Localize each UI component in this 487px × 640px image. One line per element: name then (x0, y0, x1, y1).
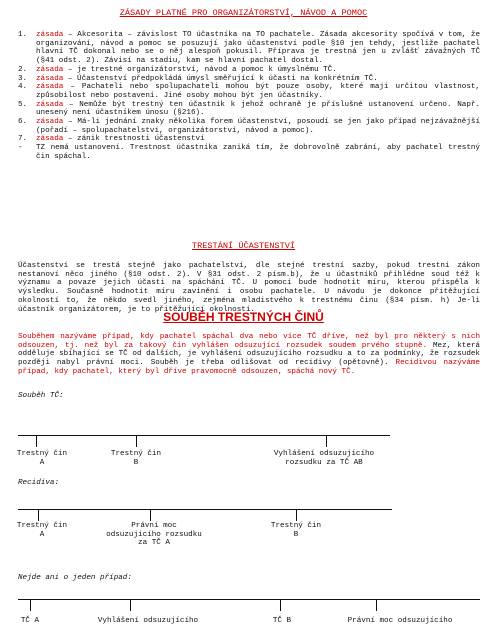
timeline-label: Právní moc odsuzujícího rozsudku za TČ A (106, 522, 202, 548)
list-item: 1. zásada – Akcesorita – závislost TO účastníka na TO pachatele. Zásada akcesority spočívá v tom, že organizování, návod a pomoc se posuzují jako účastenství podle §10 jen tehdy, jestliže pachatel hlavní TČ dokonal nebo se o něj alespoň pokusil. Příprava je trestná jen u zvlášť závažných TČ (§41 odst. 2). Závisí na stadiu, kam se hlavní pachatel dostal. (18, 31, 480, 66)
list-item: 3. zásada – Účastenství předpokládá úmysl směřující k účasti na konkrétním TČ. (18, 74, 378, 83)
timeline-tick (130, 599, 131, 611)
timeline-tick (376, 599, 377, 611)
timeline-tick (36, 435, 37, 447)
diagram-label-ani-jeden: Nejde ani o jeden případ: (18, 574, 132, 582)
diagram-label-recidiva: Recidiva: (18, 479, 60, 487)
timeline-label: Trestný čin A (16, 450, 68, 467)
timeline-tick (280, 599, 281, 611)
timeline-recidiva (18, 509, 392, 510)
timeline-label: Trestný čin A (16, 522, 68, 539)
section-heading-soubeh: SOUBĚH TRESTNÝCH ČINŮ (163, 310, 324, 324)
list-item: - TZ nemá ustanovení. Trestnost účastníka zaniká tím, že dobrovolně zabrání, aby pachatel trestný čin spáchal. (18, 144, 480, 161)
timeline-tick (296, 509, 297, 521)
timeline-label: Vyhlášení odsuzujícího rozsudku za TČ AB (273, 450, 375, 467)
timeline-tick (38, 509, 39, 521)
list-item: 5. zásada – Nemůže být trestný ten účastník k jehož ochraně je příslušné ustanovení určeno. Např. unesený není účastníkem únosu (§216). (18, 100, 480, 118)
list-item: 2. zásada – je trestné organizátorství, návod a pomoc k úmyslnému TČ. (18, 65, 337, 74)
timeline-tick (326, 435, 327, 447)
diagram-label-soubeh: Souběh TČ: (18, 392, 64, 400)
list-item: 7. zásada – zánik trestnosti účastenství (18, 135, 205, 144)
timeline-label: Právní moc odsuzujícího (347, 617, 453, 625)
timeline-label: TČ A (20, 617, 40, 625)
trestani-paragraph: Účastenství se trestá stejně jako pachatelství, dle stejné trestní sazby, pokud trestní zákon nestanoví něco jiného (§10 odst. 2). V §31 odst. 2 písm.b), že u účastníků přihlédne soud též k významu a povaze jejich účasti na spáchání TČ. U pomoci bude hodnotit míru, kterou přispěla k výsledku. Současně hodnotit míru zavinění i osobu pachatele. U návodu je dokonce přitěžující okolností to, že někdo svedl jiného, zejména mladistvého k trestnému činu (§34 písm. h) Je-li účastník organizátorem, je to přitěžující okolností. (18, 262, 480, 314)
page-title: ZÁSADY PLATNÉ PRO ORGANIZÁTORSTVÍ, NÁVOD A POMOC (119, 8, 368, 18)
section-heading-trestani: TRESTÁNÍ ÚČASTENSTVÍ (191, 241, 296, 251)
timeline-soubeh (18, 435, 390, 436)
timeline-label: Trestný čin B (270, 522, 322, 539)
list-item: 6. zásada – Má-li jednání znaky několika forem účastenství, posoudí se jen jako případ nejzávažnější (pořadí – spolupachatelství, organizátorství, návod a pomoc). (18, 118, 480, 135)
timeline-label: Vyhlášení odsuzujícího (97, 617, 199, 625)
soubeh-paragraph: Souběhem nazýváme případ, kdy pachatel spáchal dva nebo více TČ dříve, než byl pro některý s nich odsouzen, tj. než byl za takový čin vyhlášen odsuzující rozsudek soudem prvého stupně. Mez, která odděluje sbíhající se TČ od dalších, je vyhlášení odsuzujícího rozsudku a to za podmínky, že rozsudek později nabyl právní moci. Souběh je třeba odlišovat od recidivy (opětovně). Recidivou nazýváme případ, kdy pachatel, který byl dříve pravomocně odsouzen, spáchá nový TČ. (18, 333, 480, 376)
rules-list (18, 31, 480, 162)
timeline-label: Trestný čin B (110, 450, 162, 467)
timeline-tick (150, 509, 151, 521)
timeline-tick (136, 435, 137, 447)
timeline-tick (30, 599, 31, 611)
timeline-label: TČ B (272, 617, 292, 625)
list-item: 4. zásada – Pachateli nebo spolupachateli mohou být pouze osoby, které mají určitou vlastnost, způsobilost nebo postavení. Jiné osoby mohou být jen účastníky. (18, 83, 480, 100)
timeline-ani-jeden (18, 599, 480, 600)
